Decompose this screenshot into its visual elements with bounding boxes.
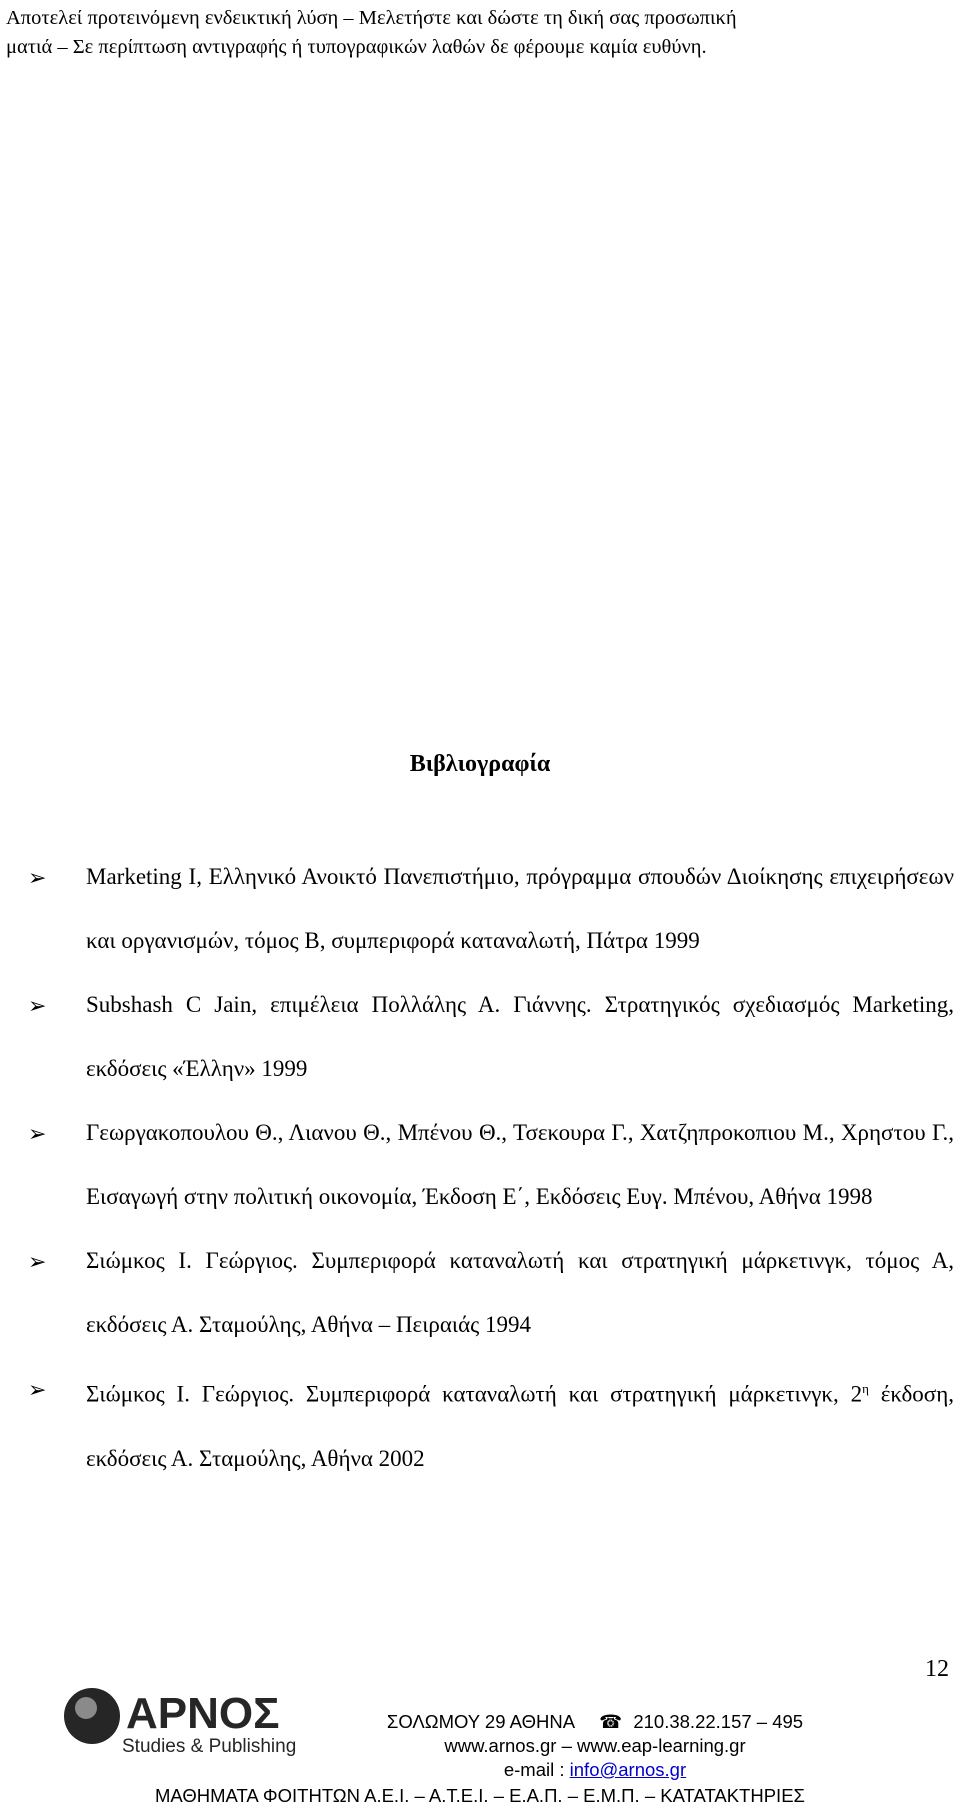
arrow-bullet-icon: ➢ xyxy=(28,1378,47,1403)
bibliography-item xyxy=(28,1101,954,1229)
footer-email-line xyxy=(350,1758,840,1782)
footer-address: ΣΟΛΩΜΟΥ 29 ΑΘΗΝΑ xyxy=(386,1711,575,1732)
arrow-bullet-icon: ➢ xyxy=(28,1250,47,1275)
arrow-bullet-icon: ➢ xyxy=(28,866,47,891)
footer-tagline: ΜΑΘΗΜΑΤΑ ΦΟΙΤΗΤΩΝ Α.Ε.Ι. – Α.Τ.Ε.Ι. – Ε.Α.Π. – Ε.Μ.Π. – ΚΑΤΑΤΑΚΤΗΡΙΕΣ xyxy=(155,1785,805,1806)
logo-inner-circle xyxy=(75,1697,97,1719)
bibliography-item-text: Σιώμκος Ι. Γεώργιος. Συμπεριφορά καταναλωτή και στρατηγική μάρκετινγκ, τόμος Α, εκδόσεις Α. Σταμούλης, Αθήνα – Πειραιάς 1994 xyxy=(86,1248,954,1337)
bibliography-list xyxy=(28,845,954,1491)
logo-subtitle: Studies & Publishing xyxy=(122,1736,297,1757)
page-number: 12 xyxy=(925,1656,949,1682)
bibliography-item-text: Γεωργακοπουλου Θ., Λιανου Θ., Μπένου Θ., Τσεκουρα Γ., Χατζηπροκοπιου Μ., Χρηστου Γ., Εισαγωγή στην πολιτική οικονομία, Έκδοση Ε΄, Εκδόσεις Ευγ. Μπένου, Αθήνα 1998 xyxy=(86,1120,954,1209)
bibliography-item-text: Marketing I, Ελληνικό Ανοικτό Πανεπιστήμιο, πρόγραμμα σπουδών Διοίκησης επιχειρήσεων και οργανισμών, τόμος Β, συμπεριφορά καταναλωτή, Πάτρα 1999 xyxy=(86,864,954,953)
footer-address-line xyxy=(350,1710,840,1734)
disclaimer-header xyxy=(6,4,946,62)
bibliography-item xyxy=(28,1229,954,1357)
arrow-bullet-icon: ➢ xyxy=(28,1122,47,1147)
footer-email-link[interactable]: info@arnos.gr xyxy=(569,1759,687,1780)
telephone-icon: ☎ xyxy=(599,1711,623,1732)
disclaimer-line-1: Αποτελεί προτεινόμενη ενδεικτική λύση – Μελετήστε και δώστε τη δική σας προσωπική xyxy=(6,7,737,29)
bibliography-item xyxy=(28,1357,954,1491)
footer-contact xyxy=(350,1710,840,1782)
footer-email-label: e-mail : xyxy=(503,1759,565,1780)
logo-wordmark: ΑΡΝΟΣ xyxy=(126,1689,280,1738)
arnos-logo xyxy=(56,1680,316,1760)
arrow-bullet-icon: ➢ xyxy=(28,994,47,1019)
bibliography-item-text-prefix: Σιώμκος Ι. Γεώργιος. Συμπεριφορά καταναλωτή και στρατηγική μάρκετινγκ, 2 xyxy=(86,1381,863,1407)
bibliography-item-text-suffix: έκδοση, εκδόσεις Α. Σταμούλης, Αθήνα 2002 xyxy=(86,1381,954,1471)
footer-phone: 210.38.22.157 – 495 xyxy=(633,1711,804,1732)
superscript-eta: η xyxy=(862,1381,869,1396)
bibliography-heading: Βιβλιογραφία xyxy=(409,751,551,777)
bibliography-item xyxy=(28,973,954,1101)
footer-websites: www.arnos.gr – www.eap-learning.gr xyxy=(444,1735,746,1756)
bibliography-item xyxy=(28,845,954,973)
disclaimer-line-2: ματιά – Σε περίπτωση αντιγραφής ή τυπογραφικών λαθών δε φέρουμε καμία ευθύνη. xyxy=(6,36,707,58)
bibliography-item-text: Subshash C Jain, επιμέλεια Πολλάλης Α. Γιάννης. Στρατηγικός σχεδιασμός Marketing, εκδόσεις «Έλλην» 1999 xyxy=(86,992,954,1081)
